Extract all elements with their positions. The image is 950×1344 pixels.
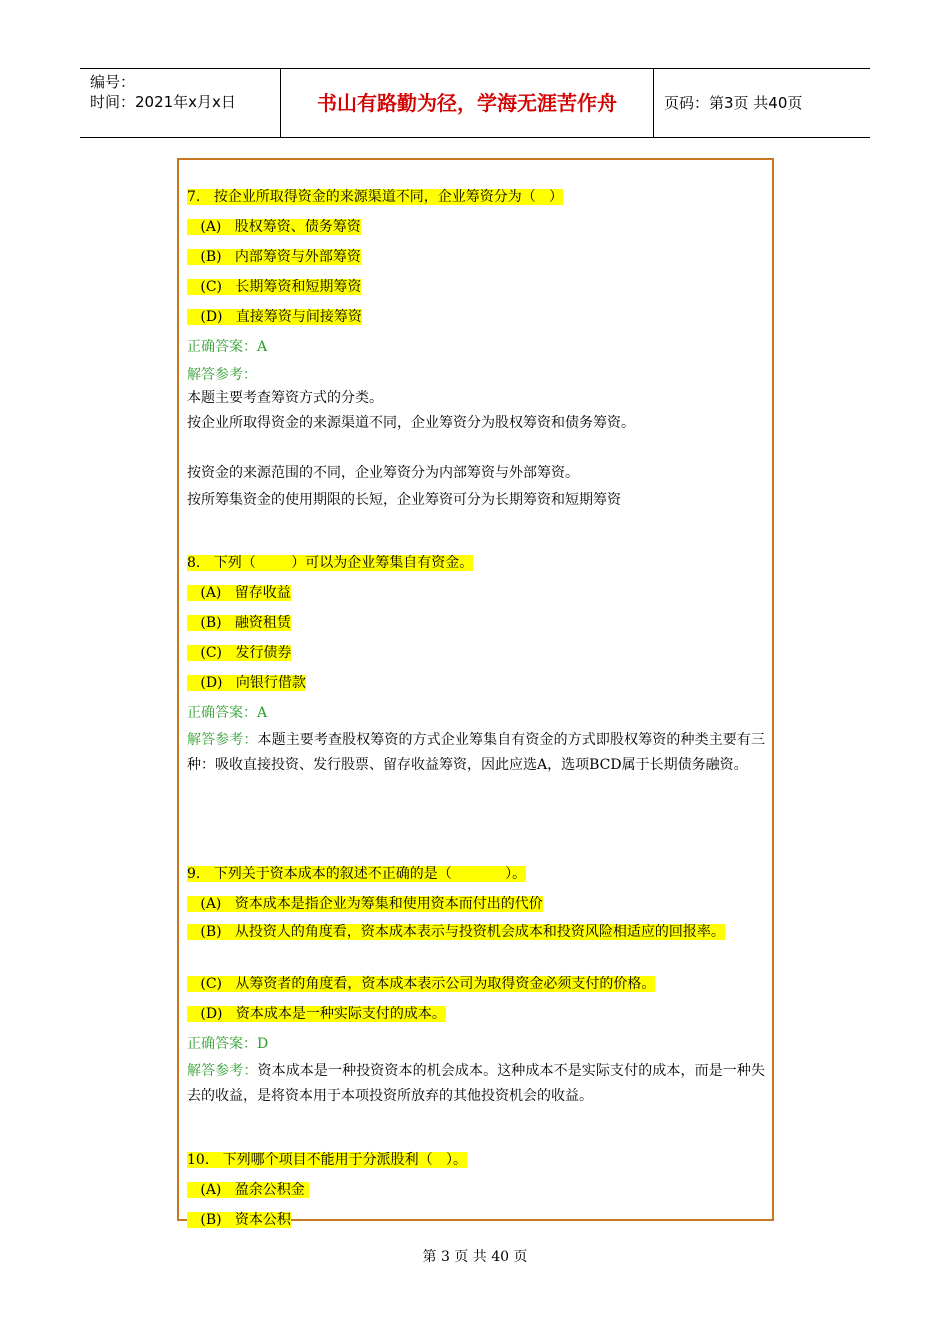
header-motto: 书山有路勤为径，学海无涯苦作舟	[280, 69, 654, 137]
question-stem: 10. 下列哪个项目不能用于分派股利（ ）。	[187, 1152, 467, 1168]
explanation	[187, 728, 765, 778]
explanation-text: 本题主要考查股权筹资的方式企业筹集自有资金的方式即股权筹资的种类主要有三种：吸收直接投资、发行股票、留存收益筹资，因此应选A，选项BCD属于长期债务融资。	[187, 732, 765, 773]
question-option: (A) 留存收益	[187, 585, 291, 601]
page-header	[80, 68, 870, 138]
correct-answer: 正确答案：D	[187, 1036, 269, 1052]
question-option: (D) 直接筹资与间接筹资	[187, 309, 362, 325]
question-option: (B) 资本公积	[187, 1212, 291, 1228]
question-option: (B) 从投资人的角度看，资本成本表示与投资机会成本和投资风险相适应的回报率。	[187, 924, 725, 940]
header-page-info: 页码：第3页 共40页	[664, 94, 803, 112]
explanation-label: 解答参考：	[187, 732, 258, 748]
question-option: (C) 长期筹资和短期筹资	[187, 279, 362, 295]
question-option: (D) 向银行借款	[187, 675, 306, 691]
question-stem: 7. 按企业所取得资金的来源渠道不同，企业筹资分为（ ）	[187, 189, 564, 205]
explanation-label: 解答参考：	[187, 1063, 258, 1079]
explanation-label: 解答参考：	[187, 367, 257, 383]
content-frame	[177, 158, 774, 1228]
number-label: 编号：	[90, 73, 136, 91]
header-meta	[80, 69, 280, 137]
explanation-line: 按企业所取得资金的来源渠道不同，企业筹资分为股权筹资和债务筹资。	[187, 415, 635, 431]
explanation	[187, 1059, 765, 1109]
explanation-line: 按所筹集资金的使用期限的长短，企业筹资可分为长期筹资和短期筹资	[187, 492, 621, 508]
explanation-line: 按资金的来源范围的不同，企业筹资分为内部筹资与外部筹资。	[187, 465, 579, 481]
correct-answer: 正确答案：A	[187, 705, 268, 721]
question-option: (A) 股权筹资、债务筹资	[187, 219, 361, 235]
page-footer: 第 3 页 共 40 页	[422, 1249, 528, 1265]
date-label: 时间：2021年x月x日	[90, 93, 236, 111]
correct-answer: 正确答案：A	[187, 339, 268, 355]
question-option: (B) 内部筹资与外部筹资	[187, 249, 361, 265]
question-option: (D) 资本成本是一种实际支付的成本。	[187, 1006, 446, 1022]
explanation-text: 资本成本是一种投资资本的机会成本。这种成本不是实际支付的成本，而是一种失去的收益，是将资本用于本项投资所放弃的其他投资机会的收益。	[187, 1063, 765, 1104]
question-option: (A) 盈余公积金	[187, 1182, 310, 1198]
question-option: (B) 融资租赁	[187, 615, 291, 631]
question-stem: 8. 下列（ ）可以为企业筹集自有资金。	[187, 555, 474, 571]
explanation-line: 本题主要考查筹资方式的分类。	[187, 390, 383, 406]
question-option: (A) 资本成本是指企业为筹集和使用资本而付出的代价	[187, 896, 543, 912]
question-stem: 9. 下列关于资本成本的叙述不正确的是（ ）。	[187, 866, 527, 882]
question-option: (C) 发行债券	[187, 645, 292, 661]
question-option: (C) 从筹资者的角度看，资本成本表示公司为取得资金必须支付的价格。	[187, 976, 656, 992]
